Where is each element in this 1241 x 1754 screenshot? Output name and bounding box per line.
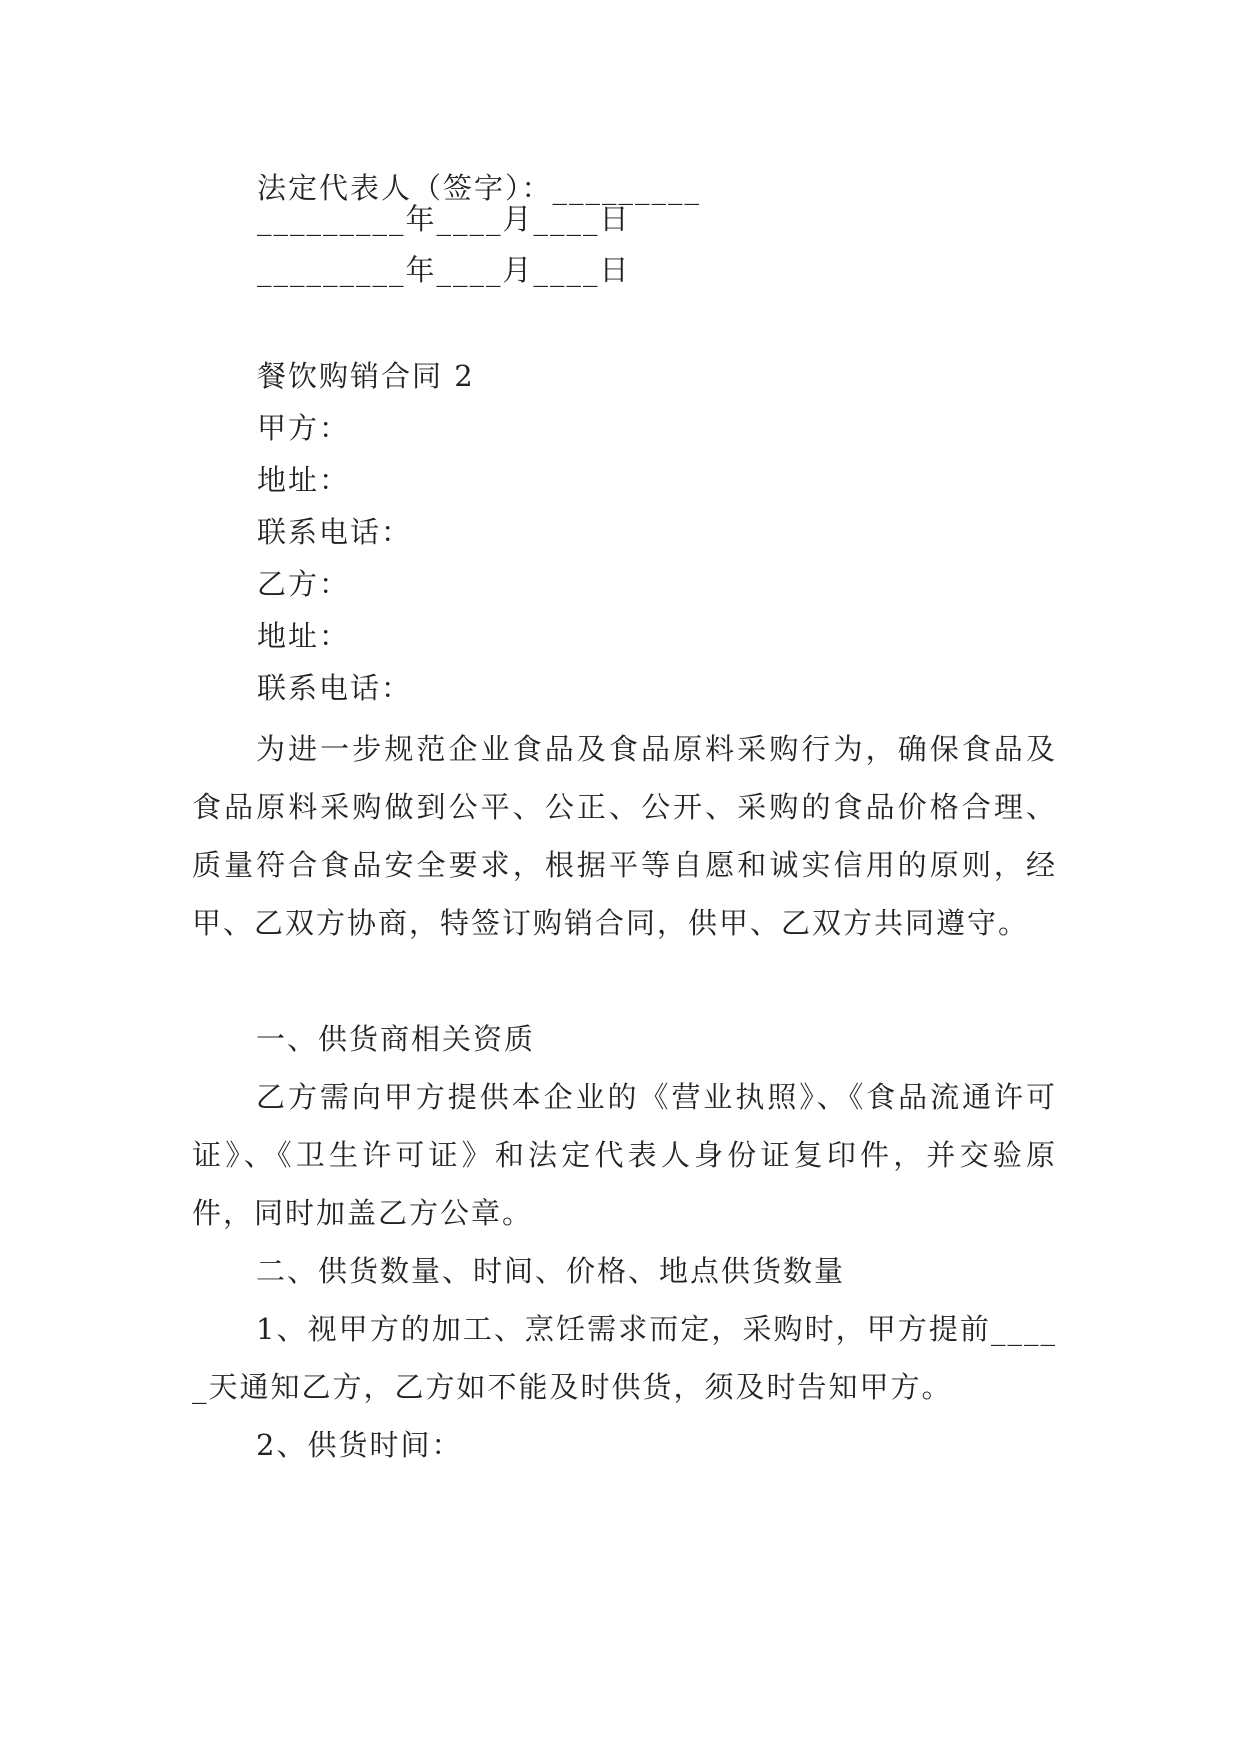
signature-date-line-1: _________年____月____日 <box>257 202 631 236</box>
legal-representative-signature-line: 法定代表人（签字）：_________ <box>257 171 702 205</box>
section-1-body: 乙方需向甲方提供本企业的《营业执照》、《食品流通许可证》、《卫生许可证》和法定代表人身份证复印件，并交验原件，同时加盖乙方公章。 <box>192 1080 1057 1230</box>
party-a-address-label: 地址： <box>257 463 351 497</box>
section-2-heading: 二、供货数量、时间、价格、地点供货数量 <box>256 1254 846 1288</box>
party-a-phone-label: 联系电话： <box>257 515 413 549</box>
signature-date-line-2: _________年____月____日 <box>257 253 631 287</box>
contract-intro-paragraph: 为进一步规范企业食品及食品原料采购行为，确保食品及食品原料采购做到公平、公正、公开、采购的食品价格合理、质量符合食品安全要求，根据平等自愿和诚实信用的原则，经甲、乙双方协商，特签订购销合同，供甲、乙双方共同遵守。 <box>192 732 1057 940</box>
party-b-label: 乙方： <box>257 567 351 601</box>
section-1-heading: 一、供货商相关资质 <box>256 1022 536 1056</box>
contract-title: 餐饮购销合同 2 <box>257 359 475 393</box>
section-2-item-1: 1、视甲方的加工、烹饪需求而定，采购时，甲方提前_____天通知乙方，乙方如不能及时供货，须及时告知甲方。 <box>192 1312 1057 1404</box>
party-a-label: 甲方： <box>257 411 351 445</box>
party-b-phone-label: 联系电话： <box>257 671 413 705</box>
party-b-address-label: 地址： <box>257 619 351 653</box>
section-2-item-2: 2、供货时间： <box>256 1428 463 1462</box>
